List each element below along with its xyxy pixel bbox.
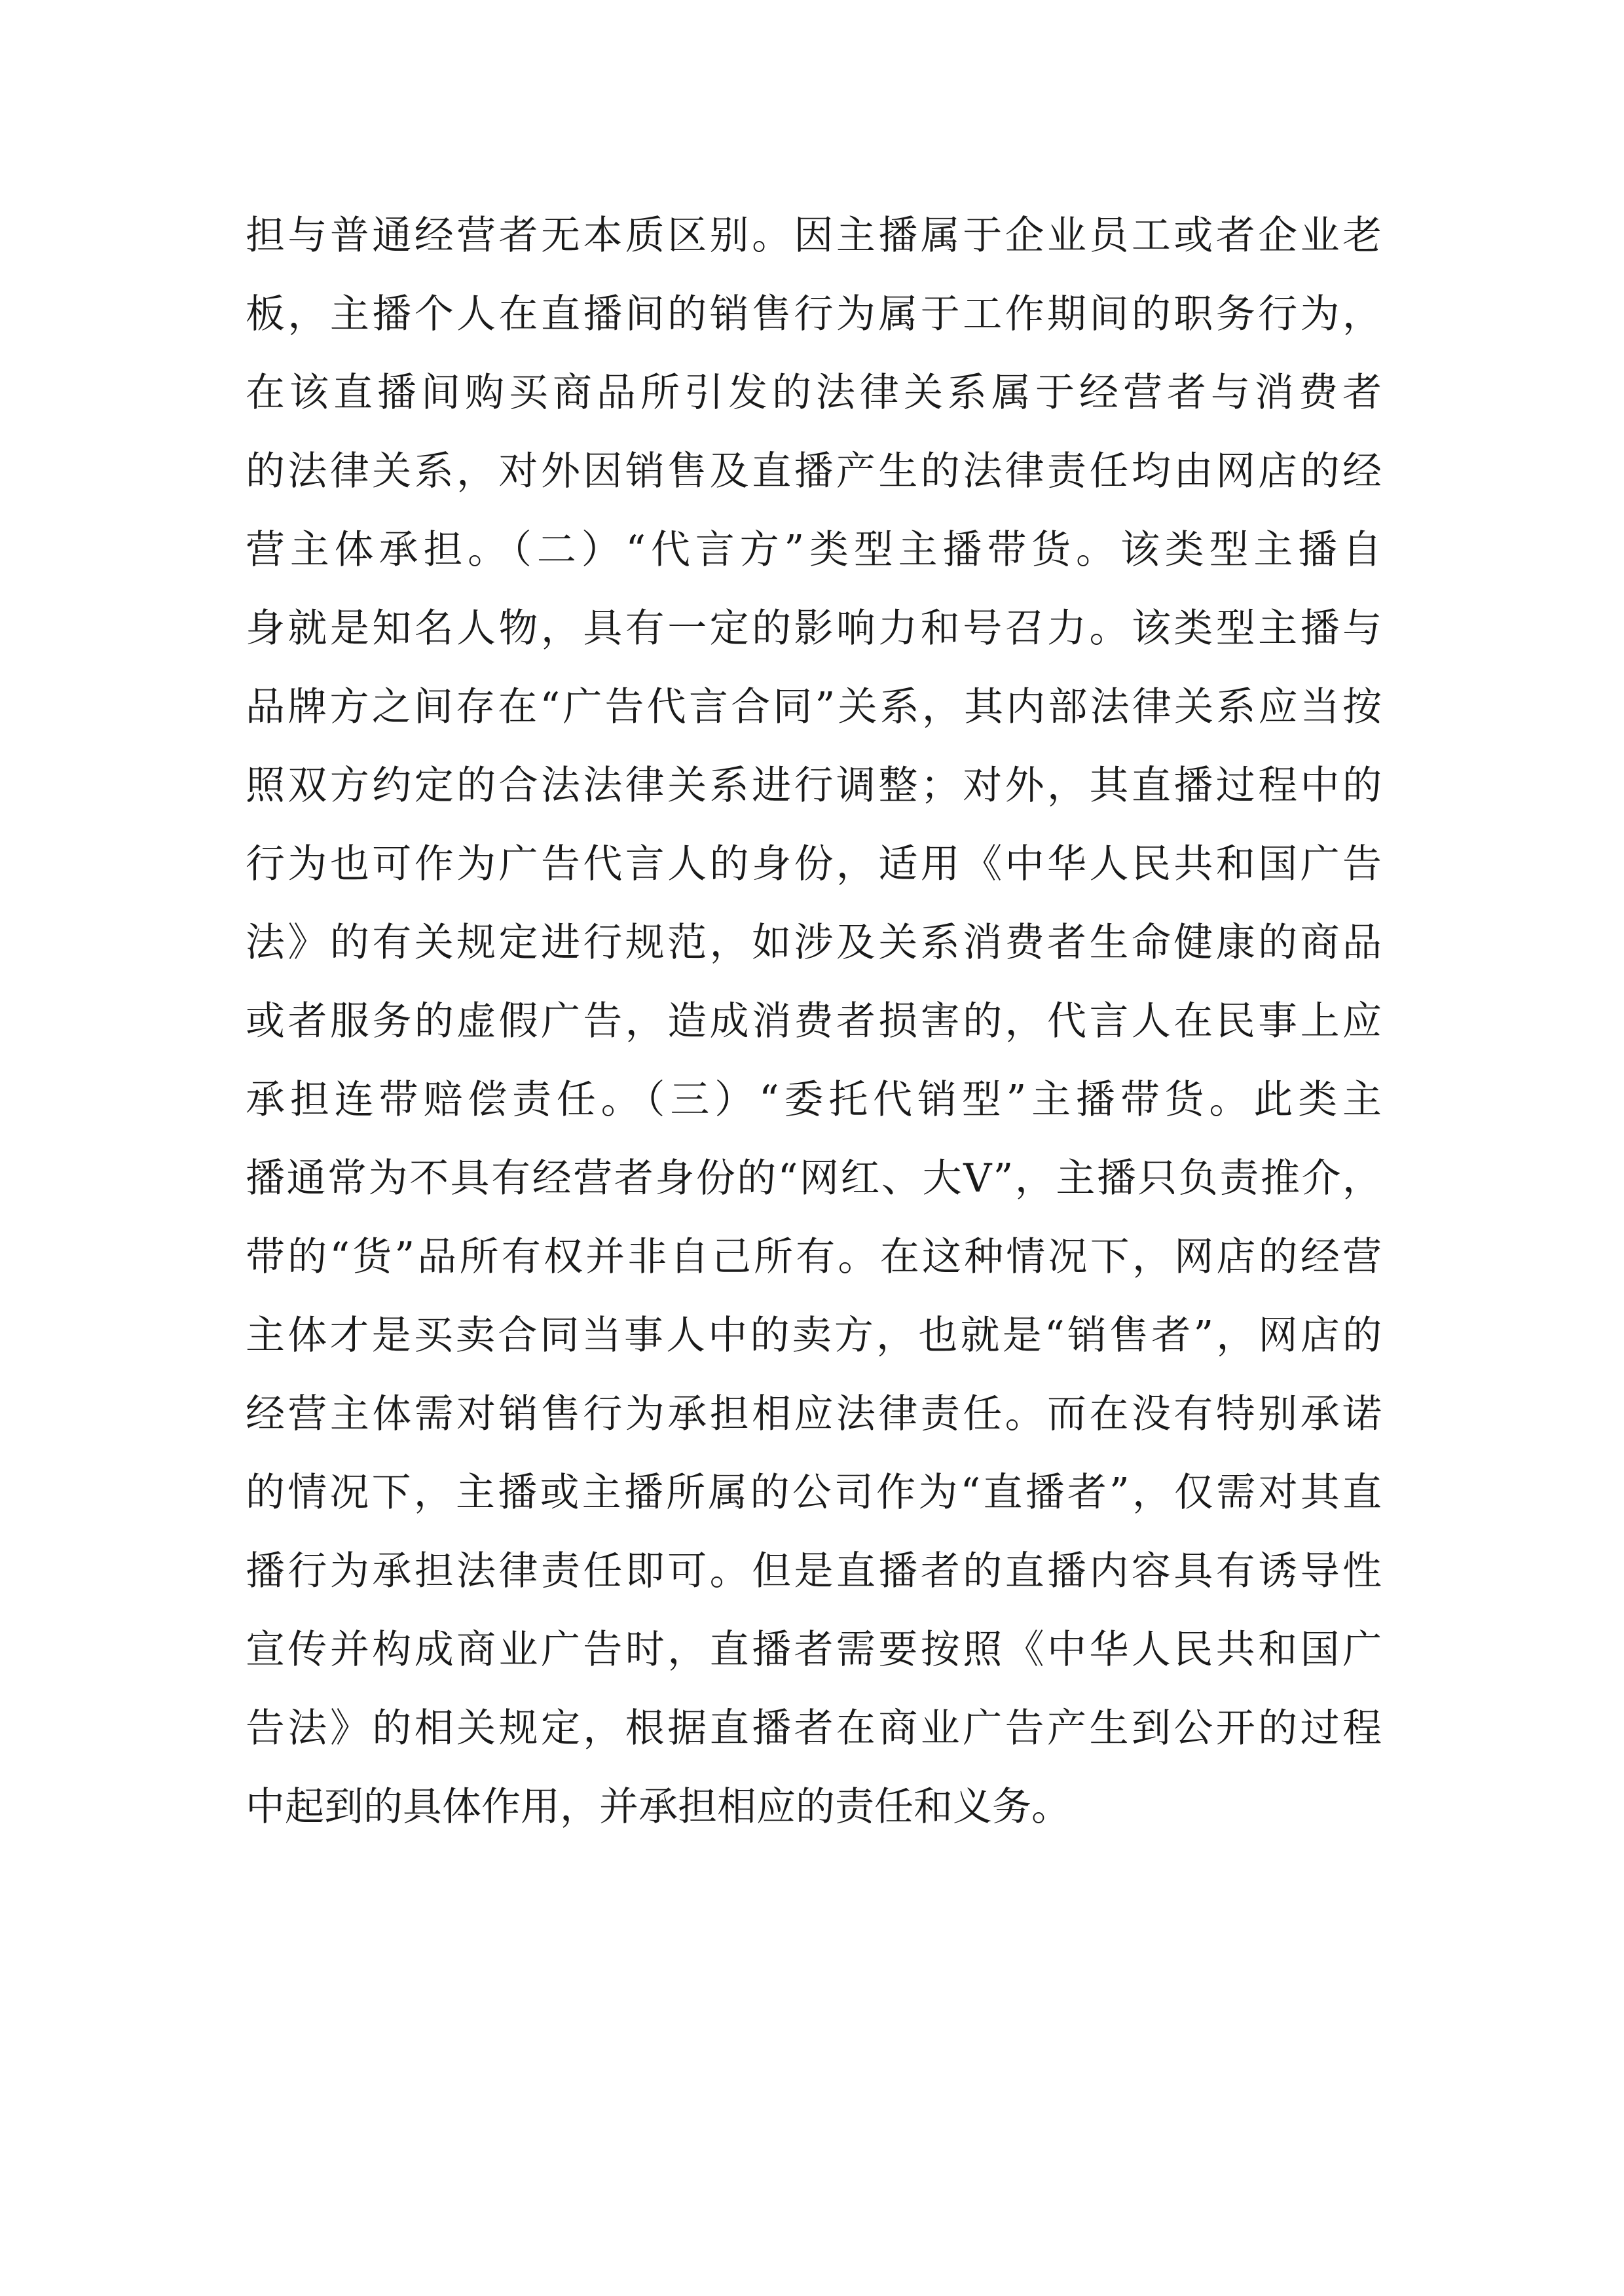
text-line: 的法律关系，对外因销售及直播产生的法律责任均由网店的经 (246, 448, 1382, 494)
text-line: 承担连带赔偿责任。（三）“委托代销型”主播带货。此类主 (246, 1077, 1382, 1123)
text-line: 法》的有关规定进行规范，如涉及关系消费者生命健康的商品 (246, 920, 1382, 966)
text-line: 板，主播个人在直播间的销售行为属于工作期间的职务行为， (246, 291, 1382, 337)
text-line: 营主体承担。（二）“代言方”类型主播带货。该类型主播自 (246, 527, 1382, 573)
text-line: 或者服务的虚假广告，造成消费者损害的，代言人在民事上应 (246, 998, 1382, 1044)
text-line: 品牌方之间存在“广告代言合同”关系，其内部法律关系应当按 (246, 684, 1382, 730)
text-line: 播行为承担法律责任即可。但是直播者的直播内容具有诱导性 (246, 1548, 1382, 1594)
text-line: 主体才是买卖合同当事人中的卖方，也就是“销售者”，网店的 (246, 1313, 1382, 1358)
text-line: 经营主体需对销售行为承担相应法律责任。而在没有特别承诺 (246, 1391, 1382, 1437)
text-line: 照双方约定的合法法律关系进行调整；对外，其直播过程中的 (246, 763, 1382, 809)
text-line: 中起到的具体作用，并承担相应的责任和义务。 (246, 1784, 1071, 1830)
text-line: 身就是知名人物，具有一定的影响力和号召力。该类型主播与 (246, 606, 1382, 651)
text-line: 在该直播间购买商品所引发的法律关系属于经营者与消费者 (246, 370, 1382, 416)
text-line: 告法》的相关规定，根据直播者在商业广告产生到公开的过程 (246, 1705, 1382, 1751)
text-line: 担与普通经营者无本质区别。因主播属于企业员工或者企业老 (246, 213, 1382, 259)
text-line: 播通常为不具有经营者身份的“网红、大V”，主播只负责推介， (246, 1156, 1382, 1201)
text-line: 的情况下，主播或主播所属的公司作为“直播者”，仅需对其直 (246, 1470, 1382, 1516)
text-line: 带的“货”品所有权并非自己所有。在这种情况下，网店的经营 (246, 1234, 1382, 1280)
text-line: 宣传并构成商业广告时，直播者需要按照《中华人民共和国广 (246, 1627, 1382, 1673)
text-line: 行为也可作为广告代言人的身份，适用《中华人民共和国广告 (246, 841, 1382, 887)
